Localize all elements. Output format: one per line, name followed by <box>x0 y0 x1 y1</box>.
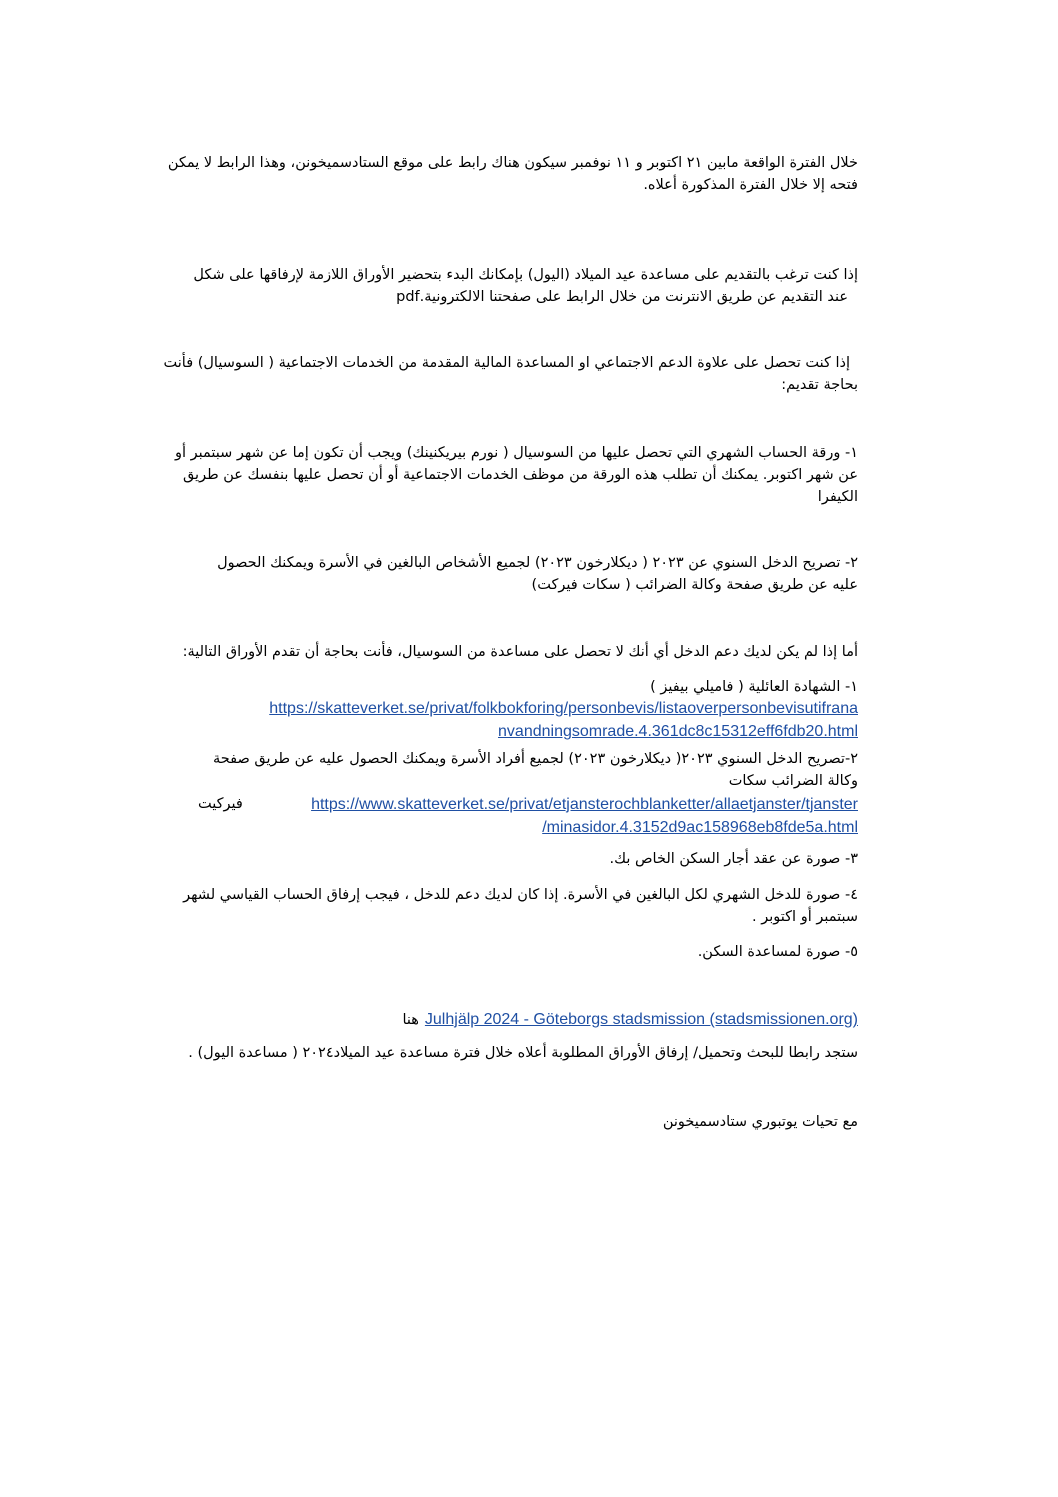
item-2-link-line-2[interactable]: /minasidor.4.3152d9ac158968eb8fde5a.html <box>542 819 858 836</box>
monthly-statement-line-1: ١- ورقة الحساب الشهري التي تحصل عليها من السوسيال ( نورم بيريكنينك) ويجب أن تكون إما عن شهر سبتمبر أو <box>174 445 858 461</box>
item-3-block <box>208 848 858 870</box>
item-2-link-line-1[interactable]: https://www.skatteverket.se/privat/etjansterochblanketter/allaetjanster/tjanster <box>311 796 858 813</box>
tax-declaration-paragraph <box>218 552 858 596</box>
closing-signature <box>208 1111 858 1133</box>
preparation-paragraph <box>193 264 858 308</box>
monthly-statement-line-2: عن شهر اكتوبر. يمكنك أن تطلب هذه الورقة من موظف الخدمات الاجتماعية أو أن تحصل عليها بنفسك عن طريق <box>182 467 858 483</box>
tax-declaration-line-2: عليه عن طريق صفحة وكالة الضرائب ( سكات فيركت) <box>531 577 858 593</box>
preparation-line-1: إذا كنت ترغب بالتقديم على مساعدة عيد الميلاد (اليول) بإمكانك البدء بتحضير الأوراق اللازمة لإرفاقها على شكل <box>193 267 858 283</box>
link-suffix-here: هنا <box>402 1012 419 1028</box>
item-5-line-1: ٥- صورة لمساعدة السكن. <box>697 944 858 960</box>
preparation-line-2: عند التقديم عن طريق الانترنت من خلال الرابط على صفحتنا الالكترونية.pdf <box>396 289 848 305</box>
intro-paragraph <box>167 152 858 196</box>
item-1-label: ١- الشهادة العائلية ( فاميلي بيفيز ) <box>650 679 858 695</box>
item-2-line-2: وكالة الضرائب سكات <box>728 773 858 789</box>
social-support-line-1: إذا كنت تحصل على علاوة الدعم الاجتماعي او المساعدة المالية المقدمة من الخدمات الاجتماعية ( السوسيال) فأنت <box>163 355 850 371</box>
item-2-text-block <box>213 748 858 792</box>
item-1-link-line-1[interactable]: https://skatteverket.se/privat/folkbokforing/personbevis/listaoverpersonbevisutifrana <box>269 700 858 717</box>
monthly-statement-line-3: الكيفرا <box>817 489 858 505</box>
item-4-line-1: ٤- صورة للدخل الشهري لكل البالغين في الأسرة. إذا كان لديك دعم للدخل ، فيجب إرفاق الحساب القياسي لشهر <box>183 887 858 903</box>
item-4-block <box>183 884 858 928</box>
item-1-link-block <box>198 697 858 743</box>
social-support-line-2: بحاجة تقديم: <box>781 377 858 393</box>
monthly-statement-paragraph <box>174 442 858 508</box>
item-4-line-2: سبتمبر أو اكتوبر . <box>752 909 858 925</box>
item-1-label-block <box>208 676 858 698</box>
item-2-line-1: ٢-تصريح الدخل السنوي ٢٠٢٣( ديكلارخون ٢٠٢٣) لجميع أفراد الأسرة ويمكنك الحصول عليه عن طريق صفحة <box>213 751 858 767</box>
tax-declaration-line-1: ٢- تصريح الدخل السنوي عن ٢٠٢٣ ( ديكلارخون ٢٠٢٣) لجميع الأشخاص البالغين في الأسرة ويمكنك الحصول <box>217 555 858 571</box>
stadsmission-link-block <box>198 1008 858 1031</box>
intro-line-1: خلال الفترة الواقعة مابين ٢١ اكتوبر و ١١ نوفمبر سيكون هناك رابط على موقع الستادسميخونن، وهذا الرابط لا يمكن <box>167 155 858 171</box>
closing-line: مع تحيات يوتبوري ستادسميخونن <box>662 1114 858 1130</box>
no-support-line-1: أما إذا لم يكن لديك دعم الدخل أي أنك لا تحصل على مساعدة من السوسيال، فأنت بحاجة أن تقدم الأوراق التالية: <box>182 644 858 660</box>
stadsmission-link[interactable]: Julhjälp 2024 - Göteborgs stadsmission (stadsmissionen.org) <box>424 1011 858 1028</box>
item-2-link-block <box>198 793 858 839</box>
intro-line-2: فتحه إلا خلال الفترة المذكورة أعلاه. <box>643 177 858 193</box>
item-5-block <box>208 941 858 963</box>
item-3-line-1: ٣- صورة عن عقد أجار السكن الخاص بك. <box>609 851 858 867</box>
item-2-suffix: فيركيت <box>198 796 243 812</box>
item-1-link-line-2[interactable]: nvandningsomrade.4.361dc8c15312eff6fdb20.html <box>498 723 858 740</box>
upload-instructions-paragraph <box>188 1042 858 1064</box>
no-support-paragraph <box>182 641 858 663</box>
upload-instructions-line-1: ستجد رابطا للبحث وتحميل/ إرفاق الأوراق المطلوبة أعلاه خلال فترة مساعدة عيد الميلاد٢٠٢٤ ( مساعدة اليول) . <box>188 1045 858 1061</box>
social-support-paragraph <box>163 352 858 396</box>
